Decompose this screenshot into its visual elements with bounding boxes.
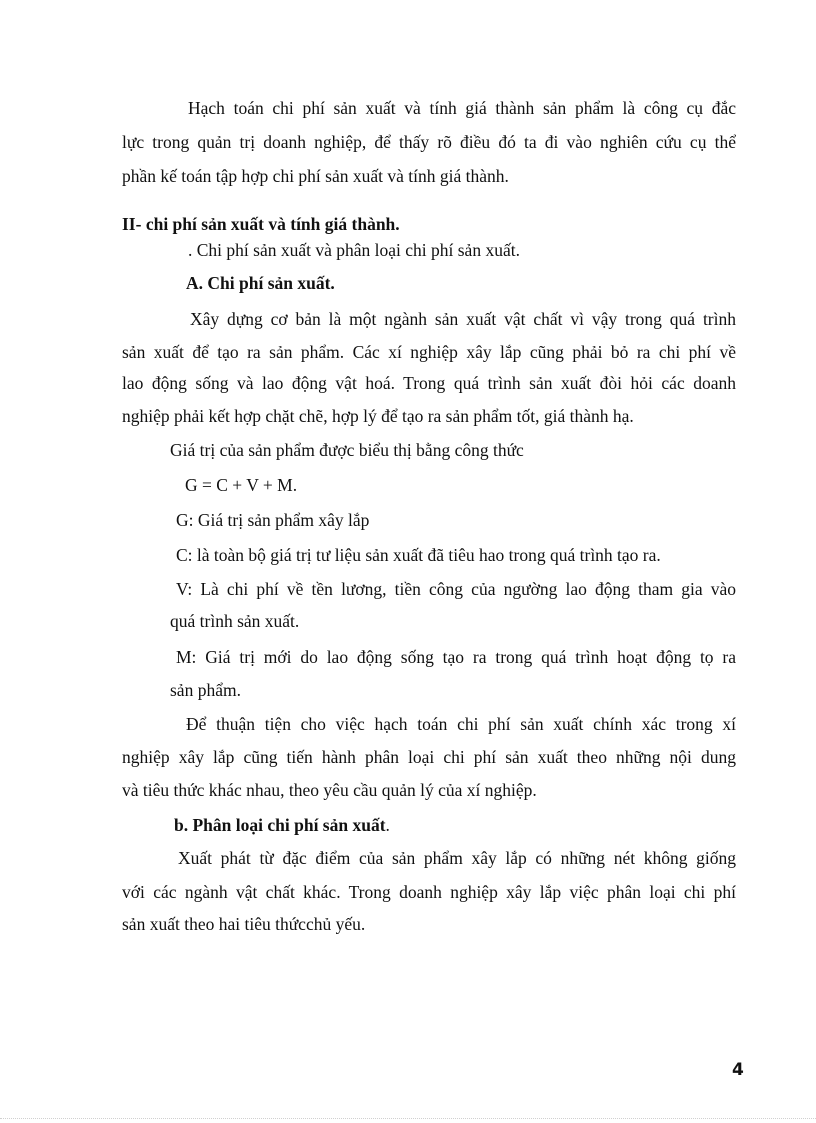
para-b-line-2: với các ngành vật chất khác. Trong doanh nghiệp xây lắp việc phân loại chi phí: [122, 882, 736, 902]
para-a-line-2: sản xuất để tạo ra sản phẩm. Các xí nghiệp xây lắp cũng phải bỏ ra chi phí về: [122, 342, 736, 362]
definition-g: G: Giá trị sản phẩm xây lắp: [176, 510, 370, 530]
subsection-intro: . Chi phí sản xuất và phân loại chi phí sản xuất.: [188, 240, 520, 260]
definition-v-line-1: V: Là chi phí về tền lương, tiền công của ngường lao động tham gia vào: [176, 579, 736, 599]
classify-line-3: và tiêu thức khác nhau, theo yêu cầu quản lý của xí nghiệp.: [122, 780, 537, 800]
heading-b-text: b. Phân loại chi phí sản xuất: [174, 815, 386, 835]
section-heading: II- chi phí sản xuất và tính giá thành.: [122, 214, 400, 234]
heading-b-period: .: [385, 815, 390, 835]
heading-a: A. Chi phí sản xuất.: [186, 273, 335, 293]
definition-v-line-2: quá trình sản xuất.: [170, 611, 300, 631]
formula: G = C + V + M.: [185, 475, 298, 495]
para-b-line-3: sản xuất theo hai tiêu thứcchủ yếu.: [122, 914, 366, 934]
heading-b: [174, 814, 390, 836]
intro-line-2: lực trong quản trị doanh nghiệp, để thấy rõ điều đó ta đi vào nghiên cứu cụ thể: [122, 132, 736, 152]
formula-intro: Giá trị của sản phẩm được biểu thị bằng công thức: [170, 440, 524, 460]
intro-line-1: Hạch toán chi phí sản xuất và tính giá thành sản phẩm là công cụ đắc: [188, 98, 736, 118]
para-a-line-1: Xây dựng cơ bản là một ngành sản xuất vật chất vì vậy trong quá trình: [190, 309, 736, 329]
page-bottom-divider: [0, 1118, 816, 1119]
definition-c: C: là toàn bộ giá trị tư liệu sản xuất đã tiêu hao trong quá trình tạo ra.: [176, 545, 661, 565]
para-a-line-3: lao động sống và lao động vật hoá. Trong quá trình sản xuất đòi hỏi các doanh: [122, 373, 736, 393]
definition-m-line-2: sản phẩm.: [170, 680, 241, 700]
page-number: 4: [732, 1060, 744, 1080]
classify-line-2: nghiệp xây lắp cũng tiến hành phân loại chi phí sản xuất theo những nội dung: [122, 747, 736, 767]
para-a-line-4: nghiệp phải kết hợp chặt chẽ, hợp lý để tạo ra sản phẩm tốt, giá thành hạ.: [122, 406, 634, 426]
para-b-line-1: Xuất phát từ đặc điểm của sản phẩm xây lắp có những nét không giống: [178, 848, 736, 868]
intro-line-3: phần kế toán tập hợp chi phí sản xuất và tính giá thành.: [122, 166, 509, 186]
classify-line-1: Để thuận tiện cho việc hạch toán chi phí sản xuất chính xác trong xí: [186, 714, 736, 734]
definition-m-line-1: M: Giá trị mới do lao động sống tạo ra trong quá trình hoạt động tọ ra: [176, 647, 736, 667]
